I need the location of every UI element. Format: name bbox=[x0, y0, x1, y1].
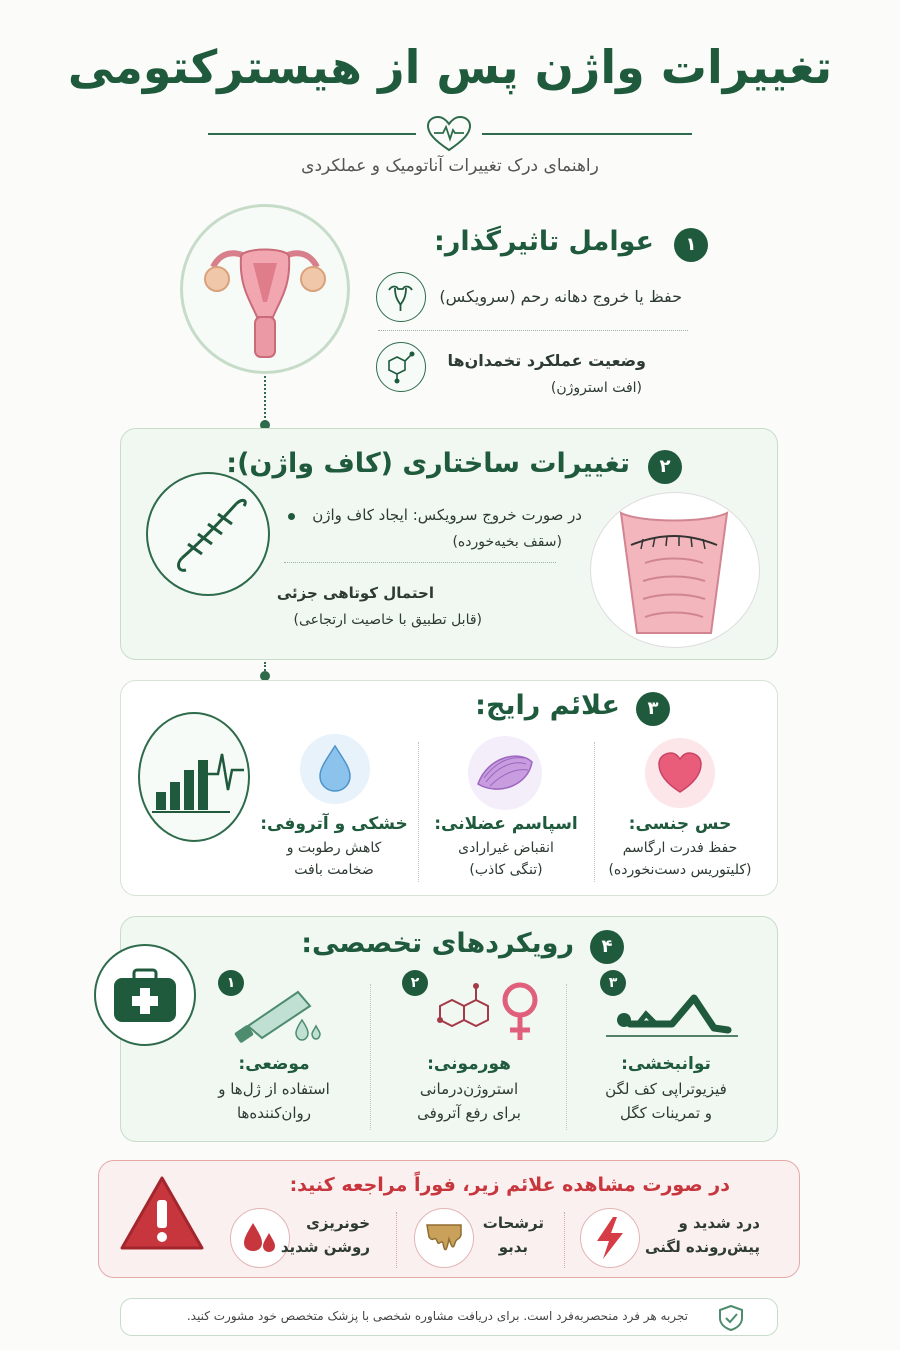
section2-number: ۲ bbox=[648, 450, 682, 484]
approach-topical-l2: روان‌کننده‌ها bbox=[236, 1104, 312, 1122]
warning-bleeding-l1: خونریزی bbox=[306, 1214, 370, 1232]
symptom-dryness bbox=[256, 814, 412, 878]
section1-separator bbox=[378, 330, 688, 331]
warning-title: در صورت مشاهده علائم زیر، فوراً مراجعه کنید: bbox=[289, 1174, 730, 1196]
connector-1-2 bbox=[264, 376, 266, 426]
warning-discharge-l1: ترشحات bbox=[482, 1214, 544, 1232]
heart-pulse-icon bbox=[424, 116, 474, 154]
warning-discharge bbox=[483, 1214, 544, 1256]
symptom-spasm-title: اسپاسم عضلانی: bbox=[434, 814, 578, 834]
shield-check-icon bbox=[716, 1304, 746, 1332]
symptom-spasm bbox=[424, 814, 588, 878]
section4-title: رویکردهای تخصصی: bbox=[301, 928, 574, 959]
section3-sep-1 bbox=[418, 742, 419, 882]
symptom-sensation-l1: حفظ فدرت ارگاسم bbox=[622, 840, 738, 856]
approach-hormonal-l1: استروژن‌درمانی bbox=[419, 1080, 519, 1098]
footer-text: تجربه هر فرد منحصربه‌فرد است. برای دریافت مشاوره شخصی با پزشک متخصص خود مشورت کنید. bbox=[186, 1309, 688, 1323]
symptom-sensation-title: حس جنسی: bbox=[628, 814, 732, 834]
gel-tube-icon bbox=[228, 980, 328, 1046]
water-drop-icon bbox=[300, 734, 370, 804]
approach-rehab-l1: فیزیوتراپی کف لگن bbox=[605, 1080, 727, 1098]
symptom-spasm-l2: (تنگی کاذب) bbox=[469, 862, 543, 878]
symptom-spasm-l1: انقباض غیرارادی bbox=[458, 840, 554, 856]
section2-separator bbox=[284, 562, 556, 563]
approach-rehab-title: توانبخشی: bbox=[621, 1054, 711, 1074]
muscle-icon bbox=[468, 736, 542, 810]
page-title: تغییرات واژن پس از هیسترکتومی bbox=[67, 40, 833, 94]
exercise-icon bbox=[602, 984, 742, 1044]
approach-hormonal-l2: برای رفع آتروفی bbox=[417, 1104, 521, 1122]
symptom-dryness-l2: ضخامت بافت bbox=[294, 862, 374, 878]
divider-left bbox=[208, 133, 416, 135]
cuff-line1-sub: (سقف بخیه‌خورده) bbox=[452, 534, 562, 550]
molecule-icon bbox=[376, 342, 426, 392]
approach-hormonal bbox=[378, 1054, 560, 1122]
warning-sep-2 bbox=[564, 1212, 565, 1268]
section4-number: ۴ bbox=[590, 930, 624, 964]
approach-rehab bbox=[576, 1054, 756, 1122]
symptom-sensation bbox=[600, 814, 760, 878]
warning-pain-l1: درد شدید و bbox=[678, 1214, 760, 1232]
approach-topical bbox=[184, 1054, 364, 1122]
factor-ovary-text: وضعیت عملکرد تخمدان‌ها bbox=[447, 351, 646, 370]
warning-triangle-icon bbox=[116, 1172, 208, 1256]
factor-cervix-text: حفظ یا خروج دهانه رحم (سرویکس) bbox=[439, 287, 682, 306]
symptom-sensation-l2: (کلیتوریس دست‌نخورده) bbox=[608, 862, 752, 878]
section2-title: تغییرات ساختاری (کاف واژن): bbox=[226, 448, 630, 479]
symptom-dryness-title: خشکی و آتروفی: bbox=[260, 814, 408, 834]
uterus-icon bbox=[376, 272, 426, 322]
heart-icon bbox=[645, 738, 715, 808]
vaginal-cuff-illustration bbox=[590, 492, 760, 648]
warning-discharge-l2: بدبو bbox=[498, 1238, 529, 1256]
section3-number: ۳ bbox=[636, 692, 670, 726]
warning-bleeding-l2: روشن شدید bbox=[280, 1238, 370, 1256]
section4-sep-2 bbox=[566, 984, 567, 1130]
discharge-icon bbox=[414, 1208, 474, 1268]
lightning-icon bbox=[580, 1208, 640, 1268]
page-subtitle: راهنمای درک تغییرات آناتومیک و عملکردی bbox=[301, 156, 599, 176]
symptom-dryness-l1: کاهش رطوبت و bbox=[286, 840, 382, 856]
section3-title: علائم رایج: bbox=[475, 690, 620, 721]
divider-right bbox=[482, 133, 692, 135]
approach-topical-title: موضعی: bbox=[238, 1054, 310, 1074]
factor-ovary-sub: (افت استروژن) bbox=[550, 380, 642, 396]
hormone-icon bbox=[420, 976, 560, 1048]
uterus-illustration bbox=[183, 207, 347, 371]
approach-topical-l1: استفاده از ژل‌ها و bbox=[218, 1080, 330, 1098]
warning-pain-l2: پیش‌رونده لگنی bbox=[645, 1238, 760, 1256]
cuff-line1: در صورت خروج سرویکس: ایجاد کاف واژن bbox=[312, 506, 582, 524]
section4-sep-1 bbox=[370, 984, 371, 1130]
approach-rehab-number: ۳ bbox=[600, 970, 626, 996]
cuff-line2-sub: (قابل تطبیق با خاصیت ارتجاعی) bbox=[293, 612, 482, 628]
bullet-dot bbox=[288, 513, 295, 520]
warning-bleeding bbox=[281, 1214, 370, 1256]
section3-sep-2 bbox=[594, 742, 595, 882]
approach-rehab-l2: و تمرینات کگل bbox=[619, 1104, 713, 1122]
approach-hormonal-number: ۲ bbox=[402, 970, 428, 996]
warning-sep-1 bbox=[396, 1212, 397, 1268]
section1-title: عوامل تاثیرگذار: bbox=[434, 226, 654, 257]
chart-pulse-icon bbox=[138, 712, 250, 842]
warning-pain bbox=[645, 1214, 760, 1256]
section1-number: ۱ bbox=[674, 228, 708, 262]
uterus-illustration-frame bbox=[180, 204, 350, 374]
medical-kit-icon bbox=[94, 944, 196, 1046]
cuff-line2: احتمال کوتاهی جزئی bbox=[276, 584, 434, 602]
approach-topical-number: ۱ bbox=[218, 970, 244, 996]
approach-hormonal-title: هورمونی: bbox=[427, 1054, 511, 1074]
suture-icon bbox=[146, 472, 270, 596]
